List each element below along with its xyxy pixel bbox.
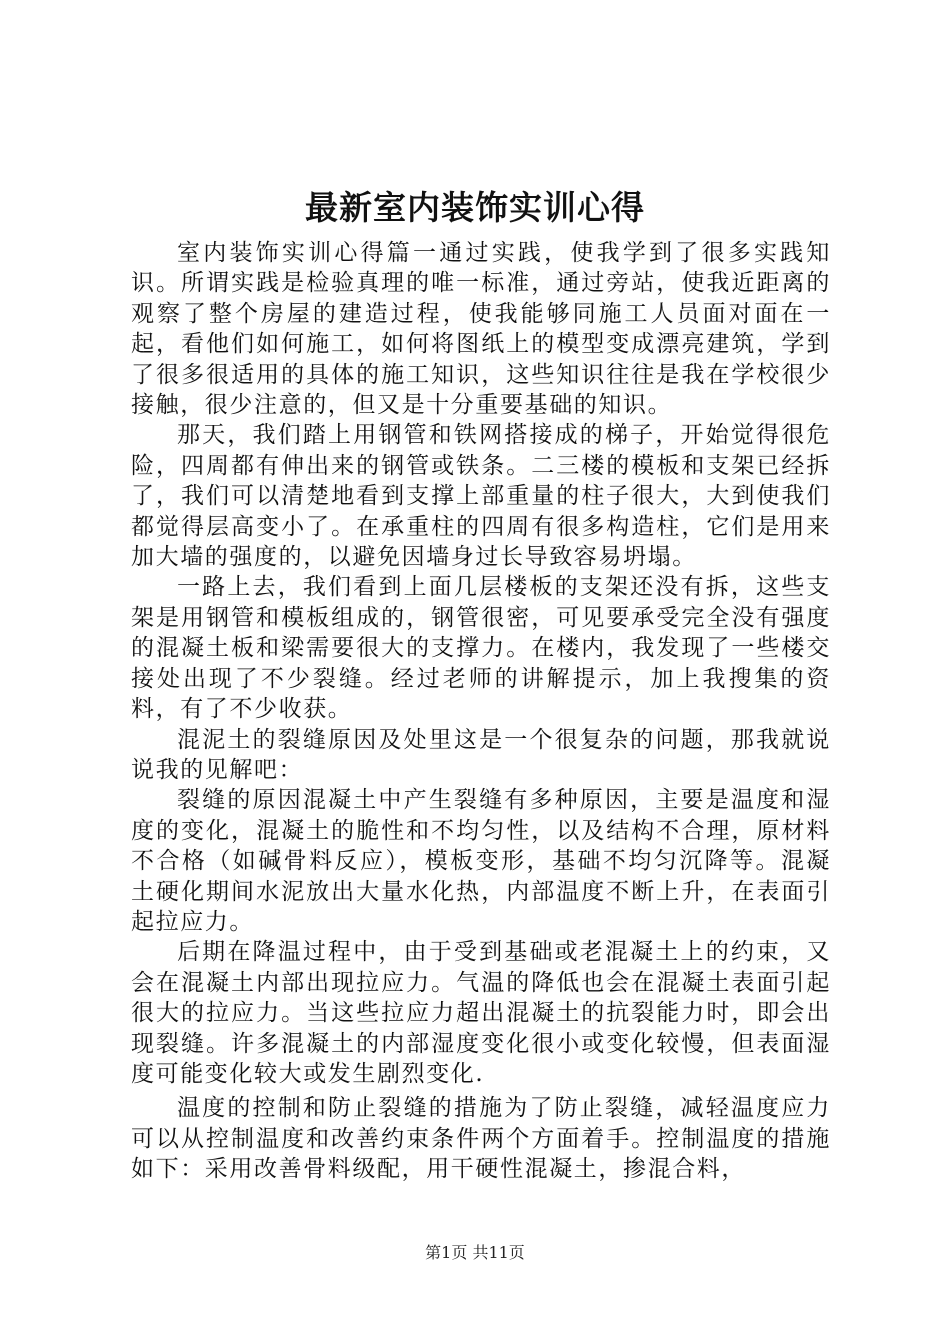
document-title: 最新室内装饰实训心得 <box>305 188 645 227</box>
paragraph-5: 裂缝的原因混凝土中产生裂缝有多种原因，主要是温度和湿度的变化，混凝土的脆性和不均匀性，以及结构不合理，原材料不合格（如碱骨料反应），模板变形，基础不均匀沉降等。混凝土硬化期间水泥放出大量水化热，内部温度不断上升，在表面引起拉应力。 <box>131 787 831 935</box>
paragraph-3: 一路上去，我们看到上面几层楼板的支架还没有拆，这些支架是用钢管和模板组成的，钢管很密，可见要承受完全没有强度的混凝土板和梁需要很大的支撑力。在楼内，我发现了一些楼交接处出现了不少裂缝。经过老师的讲解提示，加上我搜集的资料，有了不少收获。 <box>131 574 831 723</box>
page-footer: 第1页 共11页 <box>425 1243 525 1262</box>
paragraph-1: 室内装饰实训心得篇一通过实践，使我学到了很多实践知识。所谓实践是检验真理的唯一标准，通过旁站，使我近距离的观察了整个房屋的建造过程，使我能够同施工人员面对面在一起，看他们如何施工，如何将图纸上的模型变成漂亮建筑，学到了很多很适用的具体的施工知识，这些知识往往是我在学校很少接触，很少注意的，但又是十分重要基础的知识。 <box>131 240 831 419</box>
paragraph-6: 后期在降温过程中，由于受到基础或老混凝土上的约束，又会在混凝土内部出现拉应力。气温的降低也会在混凝土表面引起很大的拉应力。当这些拉应力超出混凝土的抗裂能力时，即会出现裂缝。许多混凝土的内部湿度变化很小或变化较慢，但表面湿度可能变化较大或发生剧烈变化. <box>131 939 831 1087</box>
document-body <box>131 238 831 1185</box>
paragraph-2: 那天，我们踏上用钢管和铁网搭接成的梯子，开始觉得很危险，四周都有伸出来的钢管或铁条。二三楼的模板和支架已经拆了，我们可以清楚地看到支撑上部重量的柱子很大，大到使我们都觉得层高变小了。在承重柱的四周有很多构造柱，它们是用来加大墙的强度的，以避免因墙身过长导致容易坍塌。 <box>131 422 831 571</box>
paragraph-4: 混泥土的裂缝原因及处里这是一个很复杂的问题，那我就说说我的见解吧： <box>131 726 831 783</box>
paragraph-7: 温度的控制和防止裂缝的措施为了防止裂缝，减轻温度应力可以从控制温度和改善约束条件两个方面着手。控制温度的措施如下：采用改善骨料级配，用干硬性混凝土，掺混合料， <box>131 1095 831 1183</box>
